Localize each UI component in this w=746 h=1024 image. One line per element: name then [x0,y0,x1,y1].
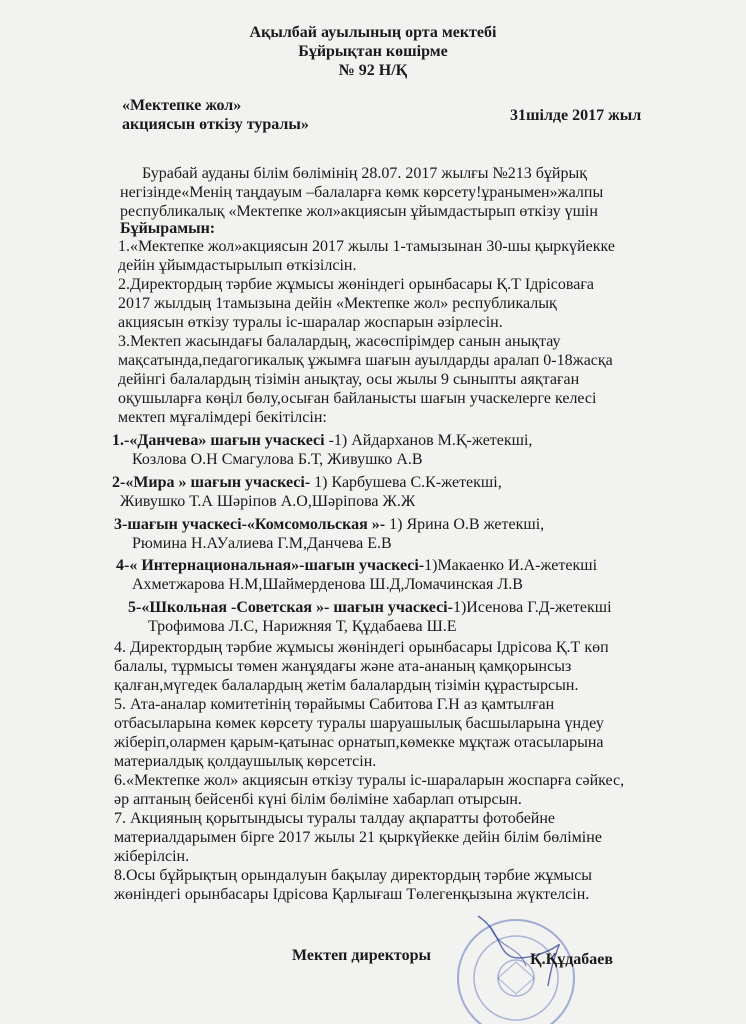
order-line: әр аптаның бейсенбі күні білім бөліміне хабарлап отырсын. [114,791,522,808]
district-title: 1.-«Данчева» шағын учаскесі [112,432,325,449]
district-staff: 1)Исенова Г.Д-жетекші [452,599,612,616]
district-staff: 1) Карбушева С.К-жетекші, [310,474,502,491]
director-name: Қ.Құдабаев [530,951,614,968]
order-line: 1.«Мектепке жол»акциясын 2017 жылы 1-тамызынан 30-шы қыркүйекке [118,238,615,255]
preamble-line: Бурабай ауданы білім бөлімінің 28.07. 2017 жылғы №213 бұйрық [142,165,587,182]
district-line [112,432,532,450]
district-line [128,599,612,617]
district-line: Рюмина Н.АУалиева Г.М,Данчева Е.В [132,535,392,552]
order-heading: Бұйырамын: [120,220,216,237]
district-line [114,516,544,534]
school-name: Ақылбай ауылының орта мектебі [249,24,497,41]
order-line: 5. Ата-аналар комитетінің төрайымы Сабитова Г.Н аз қамтылған [114,696,555,713]
subject-line-2: акциясын өткізу туралы» [122,116,309,133]
order-line: балалы, тұрмысы төмен жанұядағы және ата-ананың қамқорынсыз [114,658,572,675]
district-line [116,557,597,575]
order-line: дейін ұйымдастырылып өткізілсін. [118,257,357,274]
district-line: Живушко Т.А Шәріпов А.О,Шәріпова Ж.Ж [120,493,416,510]
order-line: акциясын өткізу туралы іс-шаралар жоспарын әзірлесін. [118,314,503,331]
subject-line-1: «Мектепке жол» [122,97,242,114]
order-line: 8.Осы бұйрықтың орындалуын бақылау директордың тәрбие жұмысы [114,867,593,884]
order-line: мақсатында,педагогикалық ұжымға шағын ауылдарды аралап 0-18жасқа [118,352,613,369]
order-line: 3.Мектеп жасындағы балалардың, жасөспірімдер санын анықтау [118,333,561,350]
order-line: 2.Директордың тәрбие жұмысы жөніндегі орынбасары Қ.Т Ідрісоваға [118,276,594,293]
order-line: жіберіп,олармен қарым-қатынас орнатып,көмекке мұқтаж отасыларына [114,734,604,751]
order-line: 7. Акцияның қорытындысы туралы талдау ақпаратты фотобейне [114,810,556,827]
order-line: дейінгі балалардың тізімін анықтау, осы жылы 9 сыныпты аяқтаған [118,371,580,388]
district-line: Козлова О.Н Смагулова Б.Т, Живушко А.В [132,451,423,468]
document-date: 31шілде 2017 жыл [510,107,642,124]
order-line: 2017 жылдың 1тамызына дейін «Мектепке жол» республикалық [118,295,557,312]
district-staff: 1) Ярина О.В жетекші, [385,516,545,533]
document-type: Бұйрықтан көшірме [298,43,448,60]
order-line: 6.«Мектепке жол» акциясын өткізу туралы іс-шараларын жоспарға сәйкес, [114,772,625,789]
order-line: жіберілсін. [114,848,190,865]
director-title: Мектеп директоры [292,947,431,964]
order-line: оқушыларға көңіл бөлу,осыған байланысты шағын учаскелерге келесі [118,390,597,407]
district-line: Ахметжарова Н.М,Шаймерденова Ш.Д,Ломачинская Л.В [132,576,523,593]
order-line: материалдарымен бірге 2017 жылы 21 қыркүйекке дейін білім бөліміне [114,829,602,846]
order-line: материалдық қолдаушылық көрсетсін. [114,753,377,770]
district-line: Трофимова Л.С, Нарижняя Т, Құдабаева Ш.Е [148,618,457,635]
district-staff: -1) Айдарханов М.Қ-жетекші, [324,432,533,449]
district-title: 3-шағын учаскесі-«Комсомольская »- [114,516,386,533]
preamble-line: республикалық «Мектепке жол»акциясын ұйымдастырып өткізу үшін [120,203,598,220]
order-line: 4. Директордың тәрбие жұмысы жөніндегі орынбасары Ідрісова Қ.Т көп [114,639,609,656]
order-line: қалған,мүгедек балалардың жетім балалардың тізімін құрастырсын. [114,677,579,694]
district-title: 2-«Мира » шағын учаскесі- [112,474,311,491]
order-number: № 92 Н/Қ [338,62,408,79]
order-line: мектеп мұғалімдері бекітілсін: [118,409,327,426]
preamble-line: негізінде«Менің таңдауым –балаларға көмк көрсету!ұранымен»жалпы [120,184,604,201]
district-staff: 1)Макаенко И.А-жетекші [424,557,598,574]
order-line: отбасыларына көмек көрсету туралы шаруашылық басшыларына үндеу [114,715,604,732]
district-line [112,474,502,492]
district-title: 4-« Интернациональная»-шағын учаскесі- [116,557,425,574]
district-title: 5-«Школьная -Советская »- шағын учаскесі- [128,599,453,616]
order-line: жөніндегі орынбасары Ідрісова Қарлығаш Төлегенқызына жүктелсін. [114,886,590,903]
